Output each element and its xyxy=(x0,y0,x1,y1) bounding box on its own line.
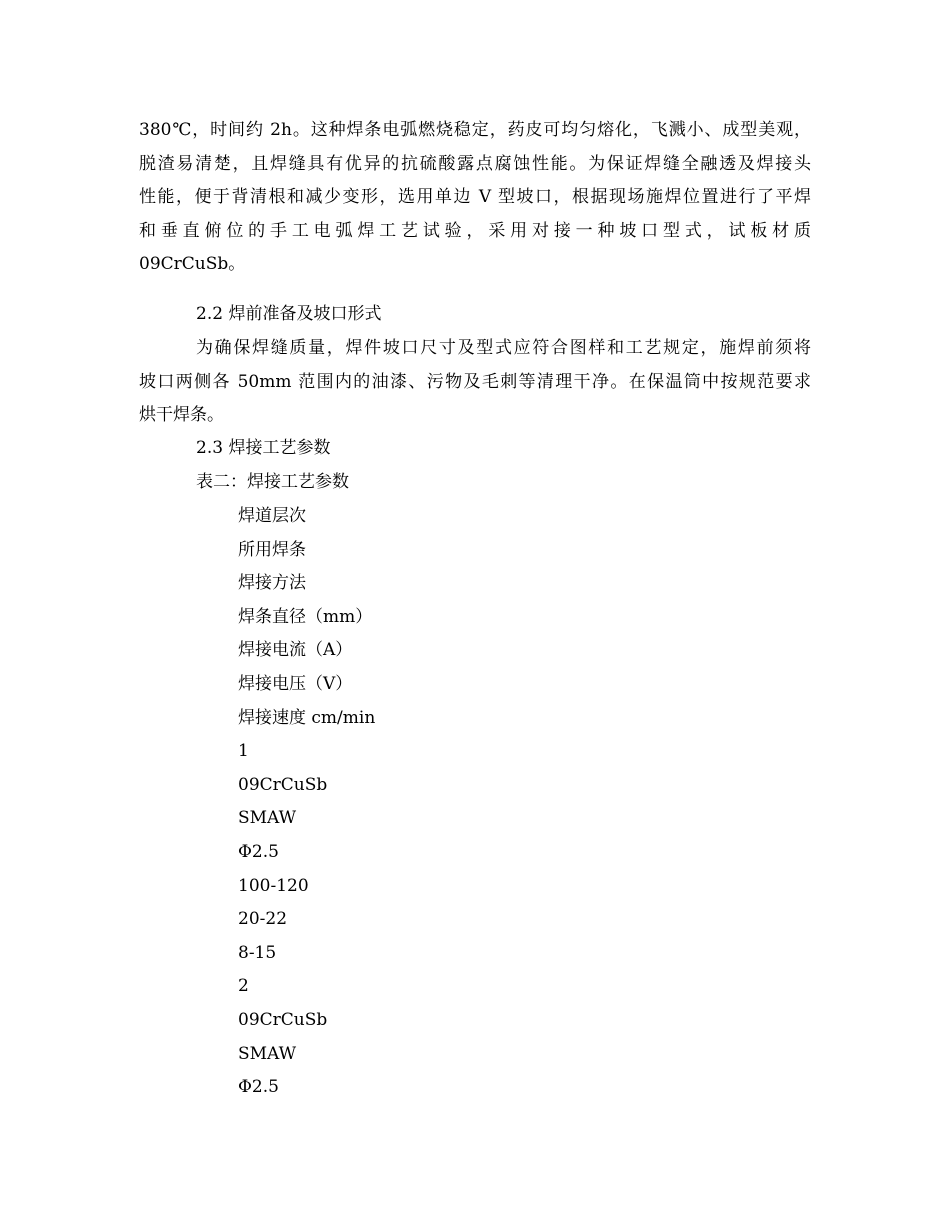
welding-parameters-table xyxy=(238,500,375,1105)
table-cell: SMAW xyxy=(238,1043,297,1064)
table-cell: 100-120 xyxy=(238,875,309,896)
text-line: 为确保焊缝质量，焊件坡口尺寸及型式应符合图样和工艺规定，施焊前须将 xyxy=(196,338,811,358)
table-cell: 09CrCuSb xyxy=(238,774,328,795)
text-line: 脱渣易清楚，且焊缝具有优异的抗硫酸露点腐蚀性能。为保证焊缝全融透及焊接头 xyxy=(139,153,811,174)
table-header-cell: 焊道层次 xyxy=(238,506,306,526)
text-line: 09CrCuSb。 xyxy=(139,254,246,275)
table-cell: SMAW xyxy=(238,808,297,829)
table-header-cell: 焊接电压（V） xyxy=(238,673,353,694)
table-caption: 表二：焊接工艺参数 xyxy=(196,472,349,492)
table-cell: 8-15 xyxy=(238,942,277,963)
table-cell: Φ2.5 xyxy=(238,841,279,862)
section-heading-2-2: 2.2 焊前准备及坡口形式 xyxy=(196,304,382,324)
paragraph-pre-weld-preparation xyxy=(139,332,811,433)
table-header-cell: 焊接速度 cm/min xyxy=(238,707,376,728)
table-cell: 1 xyxy=(238,741,249,762)
text-line: 性能，便于背清根和减少变形，选用单边 V 型坡口，根据现场施焊位置进行了平焊 xyxy=(139,187,811,208)
text-line: 烘干焊条。 xyxy=(139,405,224,426)
text-line: 和垂直俯位的手工电弧焊工艺试验，采用对接一种坡口型式，试板材质 xyxy=(139,220,811,241)
table-header-cell: 焊接电流（A） xyxy=(238,640,353,661)
section-heading-2-3: 2.3 焊接工艺参数 xyxy=(196,438,331,458)
table-header-cell: 所用焊条 xyxy=(238,539,306,560)
paragraph-welding-rod-properties xyxy=(139,114,811,282)
table-header-cell: 焊条直径（mm） xyxy=(238,606,373,627)
table-cell: Φ2.5 xyxy=(238,1077,279,1098)
text-line: 坡口两侧各 50mm 范围内的油漆、污物及毛刺等清理干净。在保温筒中按规范要求 xyxy=(139,371,811,392)
table-cell: 2 xyxy=(238,976,249,997)
table-cell: 09CrCuSb xyxy=(238,1009,328,1030)
table-cell: 20-22 xyxy=(238,909,288,930)
table-header-cell: 焊接方法 xyxy=(238,573,306,594)
text-line: 380℃，时间约 2h。这种焊条电弧燃烧稳定，药皮可均匀熔化，飞溅小、成型美观， xyxy=(139,120,811,140)
